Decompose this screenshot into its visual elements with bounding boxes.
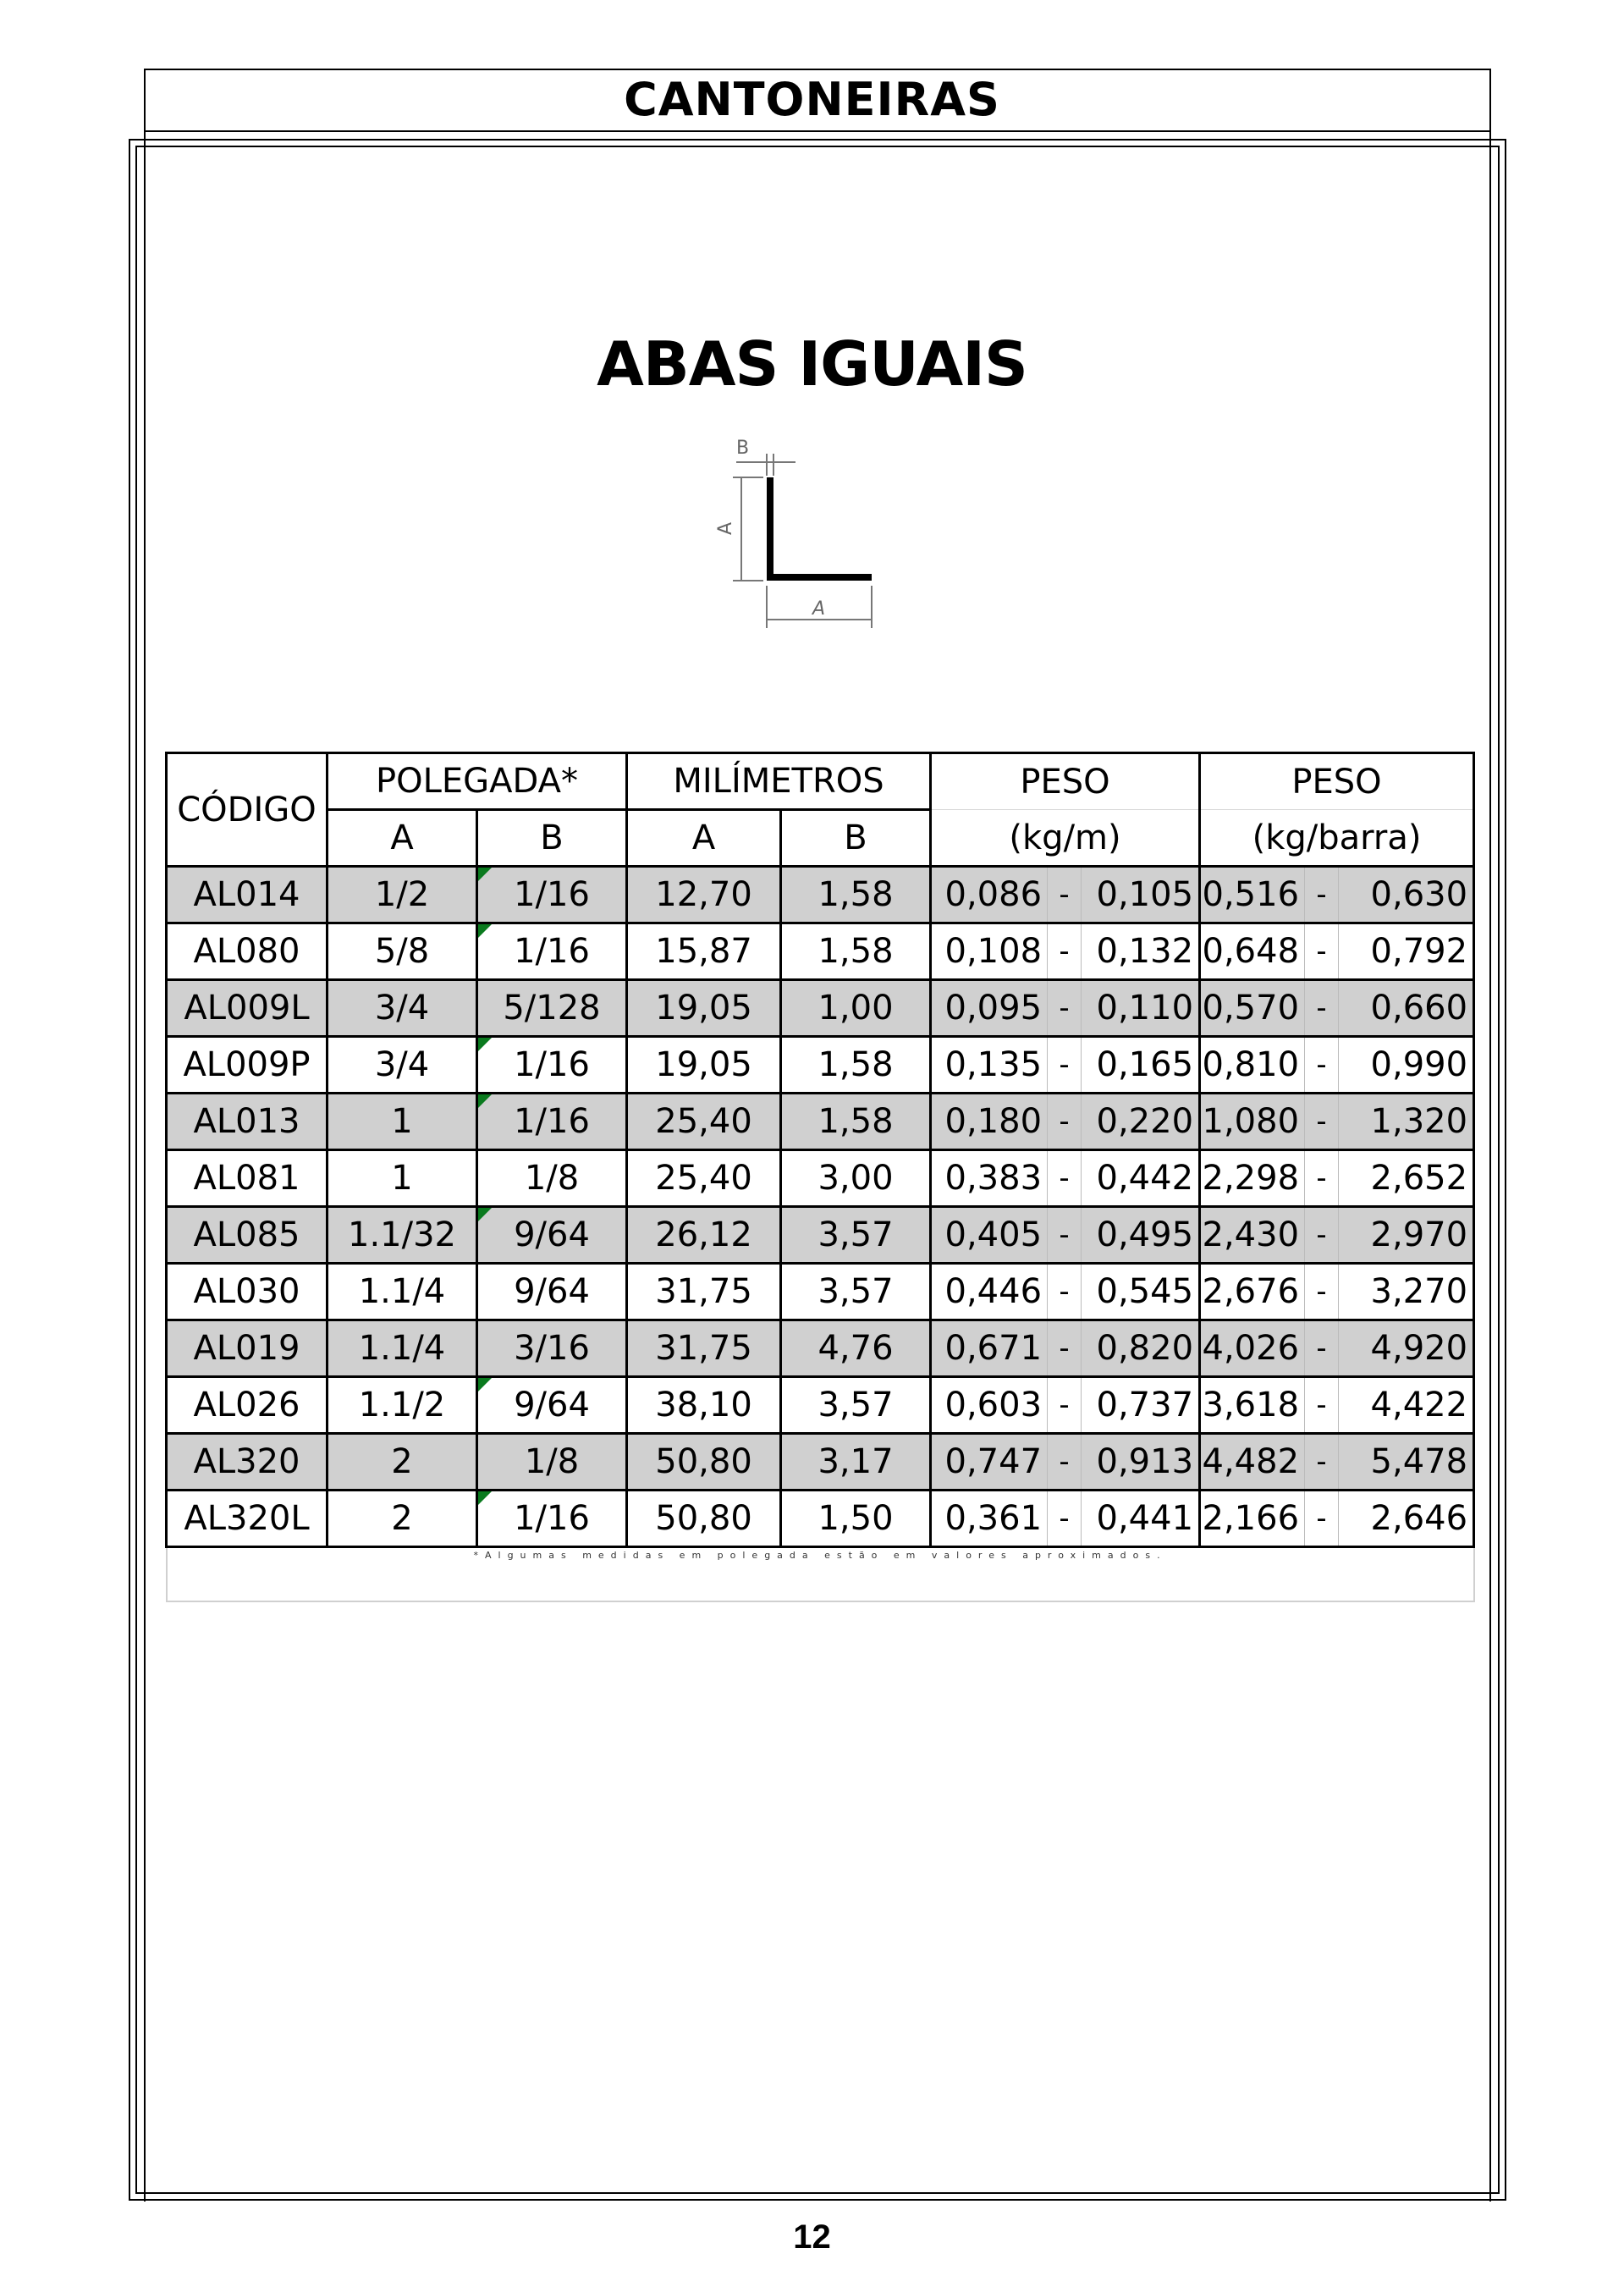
table-row bbox=[167, 1264, 1474, 1320]
cell-peso-kgbarra-max: 3,270 bbox=[1339, 1264, 1474, 1320]
cell-peso-kgm-max: 0,132 bbox=[1082, 923, 1200, 980]
cell-polegada-a: 5/8 bbox=[328, 923, 477, 980]
cell-peso-kgm-max: 0,105 bbox=[1082, 867, 1200, 923]
frame-line bbox=[1505, 139, 1506, 2201]
footnote: *Algumas medidas em polegada estão em valores aproximados. bbox=[167, 1547, 1474, 1602]
cell-peso-kgm-min: 0,095 bbox=[931, 980, 1048, 1037]
cell-peso-kgbarra-min: 2,298 bbox=[1200, 1150, 1305, 1207]
cell-milimetros-a: 25,40 bbox=[627, 1094, 781, 1150]
comment-marker-icon bbox=[478, 1208, 492, 1221]
cell-peso-kgm-max: 0,110 bbox=[1082, 980, 1200, 1037]
cell-polegada-b bbox=[477, 1491, 627, 1547]
cell-peso-kgm-max: 0,913 bbox=[1082, 1434, 1200, 1491]
cell-milimetros-a: 12,70 bbox=[627, 867, 781, 923]
cell-peso-kgbarra-separator: - bbox=[1305, 1434, 1339, 1491]
cell-peso-kgbarra-min: 2,430 bbox=[1200, 1207, 1305, 1264]
cell-polegada-b bbox=[477, 1037, 627, 1094]
cell-milimetros-a: 31,75 bbox=[627, 1264, 781, 1320]
page-number: 12 bbox=[793, 2218, 831, 2256]
table-row bbox=[167, 980, 1474, 1037]
cell-milimetros-a: 19,05 bbox=[627, 1037, 781, 1094]
cell-peso-kgm-min: 0,603 bbox=[931, 1377, 1048, 1434]
table-row bbox=[167, 867, 1474, 923]
cell-polegada-a: 3/4 bbox=[328, 1037, 477, 1094]
header-milimetros-a: A bbox=[627, 810, 781, 867]
cell-code: AL013 bbox=[167, 1094, 328, 1150]
cell-peso-kgm-min: 0,361 bbox=[931, 1491, 1048, 1547]
cell-text: 1/8 bbox=[524, 1442, 580, 1481]
comment-marker-icon bbox=[478, 1038, 492, 1051]
cell-peso-kgm-min: 0,086 bbox=[931, 867, 1048, 923]
comment-marker-icon bbox=[478, 868, 492, 881]
cell-peso-kgm-separator: - bbox=[1048, 1434, 1082, 1491]
cell-peso-kgbarra-separator: - bbox=[1305, 1491, 1339, 1547]
cell-polegada-b bbox=[477, 1150, 627, 1207]
frame-line bbox=[135, 2192, 1500, 2194]
cell-code: AL019 bbox=[167, 1320, 328, 1377]
cell-peso-kgm-min: 0,747 bbox=[931, 1434, 1048, 1491]
cell-peso-kgm-min: 0,135 bbox=[931, 1037, 1048, 1094]
table-row bbox=[167, 1037, 1474, 1094]
cell-peso-kgbarra-max: 2,970 bbox=[1339, 1207, 1474, 1264]
cell-peso-kgbarra-separator: - bbox=[1305, 1207, 1339, 1264]
cell-peso-kgbarra-min: 1,080 bbox=[1200, 1094, 1305, 1150]
cell-code: AL026 bbox=[167, 1377, 328, 1434]
cell-milimetros-a: 15,87 bbox=[627, 923, 781, 980]
cell-peso-kgm-separator: - bbox=[1048, 1094, 1082, 1150]
cell-polegada-a: 2 bbox=[328, 1434, 477, 1491]
header-polegada: POLEGADA* bbox=[328, 753, 627, 810]
cell-polegada-a: 1.1/4 bbox=[328, 1264, 477, 1320]
cell-polegada-b bbox=[477, 867, 627, 923]
cell-peso-kgbarra-max: 2,646 bbox=[1339, 1491, 1474, 1547]
cell-peso-kgm-max: 0,442 bbox=[1082, 1150, 1200, 1207]
header-codigo: CÓDIGO bbox=[167, 753, 328, 867]
header-peso-kgm: PESO bbox=[931, 753, 1200, 810]
cell-peso-kgbarra-min: 4,482 bbox=[1200, 1434, 1305, 1491]
cell-peso-kgbarra-max: 4,422 bbox=[1339, 1377, 1474, 1434]
table-row bbox=[167, 1094, 1474, 1150]
cell-polegada-b bbox=[477, 923, 627, 980]
cell-peso-kgm-max: 0,441 bbox=[1082, 1491, 1200, 1547]
cell-polegada-a: 3/4 bbox=[328, 980, 477, 1037]
profile-label-a-horizontal: A bbox=[812, 598, 826, 620]
cell-peso-kgm-max: 0,545 bbox=[1082, 1264, 1200, 1320]
cell-milimetros-b: 3,00 bbox=[781, 1150, 931, 1207]
cell-peso-kgbarra-max: 0,792 bbox=[1339, 923, 1474, 980]
cell-polegada-b bbox=[477, 1434, 627, 1491]
cell-peso-kgbarra-max: 0,630 bbox=[1339, 867, 1474, 923]
cell-peso-kgm-separator: - bbox=[1048, 1207, 1082, 1264]
cell-milimetros-b: 1,00 bbox=[781, 980, 931, 1037]
frame-line bbox=[135, 146, 1500, 147]
header-milimetros: MILÍMETROS bbox=[627, 753, 931, 810]
cell-peso-kgbarra-min: 3,618 bbox=[1200, 1377, 1305, 1434]
comment-marker-icon bbox=[478, 1094, 492, 1108]
table-row bbox=[167, 923, 1474, 980]
cell-peso-kgm-max: 0,495 bbox=[1082, 1207, 1200, 1264]
cell-peso-kgm-min: 0,108 bbox=[931, 923, 1048, 980]
table-row bbox=[167, 1434, 1474, 1491]
header-peso-kgm-unit: (kg/m) bbox=[931, 810, 1200, 867]
cell-milimetros-a: 50,80 bbox=[627, 1434, 781, 1491]
cell-polegada-b bbox=[477, 1264, 627, 1320]
cell-polegada-a: 1.1/4 bbox=[328, 1320, 477, 1377]
cell-text: 1/8 bbox=[524, 1159, 580, 1198]
section-title: ABAS IGUAIS bbox=[597, 328, 1027, 400]
cell-peso-kgm-separator: - bbox=[1048, 1150, 1082, 1207]
cell-peso-kgbarra-max: 5,478 bbox=[1339, 1434, 1474, 1491]
header-milimetros-b: B bbox=[781, 810, 931, 867]
cell-code: AL081 bbox=[167, 1150, 328, 1207]
cell-peso-kgbarra-min: 0,810 bbox=[1200, 1037, 1305, 1094]
cell-code: AL014 bbox=[167, 867, 328, 923]
table-row bbox=[167, 1377, 1474, 1434]
cell-milimetros-a: 31,75 bbox=[627, 1320, 781, 1377]
frame-line bbox=[144, 130, 1491, 132]
cell-peso-kgbarra-min: 4,026 bbox=[1200, 1320, 1305, 1377]
page-title: CANTONEIRAS bbox=[624, 73, 1000, 126]
cell-milimetros-a: 25,40 bbox=[627, 1150, 781, 1207]
comment-marker-icon bbox=[478, 924, 492, 938]
footnote-row bbox=[167, 1547, 1474, 1602]
cell-milimetros-b: 3,57 bbox=[781, 1264, 931, 1320]
cell-peso-kgbarra-min: 0,516 bbox=[1200, 867, 1305, 923]
cell-text: 1/16 bbox=[514, 932, 590, 971]
cell-peso-kgm-separator: - bbox=[1048, 923, 1082, 980]
cell-peso-kgbarra-separator: - bbox=[1305, 1320, 1339, 1377]
cell-peso-kgbarra-max: 0,990 bbox=[1339, 1037, 1474, 1094]
frame-line bbox=[129, 2199, 1506, 2201]
cell-polegada-a: 2 bbox=[328, 1491, 477, 1547]
comment-marker-icon bbox=[478, 1491, 492, 1505]
cell-milimetros-b: 1,58 bbox=[781, 1037, 931, 1094]
cell-peso-kgbarra-min: 0,570 bbox=[1200, 980, 1305, 1037]
cell-peso-kgm-separator: - bbox=[1048, 1320, 1082, 1377]
profile-label-a-vertical: A bbox=[715, 521, 736, 535]
cell-code: AL009L bbox=[167, 980, 328, 1037]
cell-milimetros-a: 50,80 bbox=[627, 1491, 781, 1547]
cell-polegada-b bbox=[477, 1320, 627, 1377]
cell-polegada-a: 1/2 bbox=[328, 867, 477, 923]
cell-code: AL009P bbox=[167, 1037, 328, 1094]
cell-code: AL320L bbox=[167, 1491, 328, 1547]
cell-peso-kgm-max: 0,737 bbox=[1082, 1377, 1200, 1434]
cell-text: 1/16 bbox=[514, 875, 590, 914]
cell-code: AL085 bbox=[167, 1207, 328, 1264]
cell-peso-kgm-min: 0,405 bbox=[931, 1207, 1048, 1264]
cell-peso-kgbarra-separator: - bbox=[1305, 980, 1339, 1037]
cell-peso-kgm-min: 0,180 bbox=[931, 1094, 1048, 1150]
cell-peso-kgbarra-max: 0,660 bbox=[1339, 980, 1474, 1037]
cell-milimetros-a: 26,12 bbox=[627, 1207, 781, 1264]
table-row bbox=[167, 1207, 1474, 1264]
cell-polegada-b bbox=[477, 1094, 627, 1150]
cell-polegada-b bbox=[477, 980, 627, 1037]
cell-peso-kgbarra-separator: - bbox=[1305, 1094, 1339, 1150]
frame-line bbox=[129, 139, 130, 2201]
cell-code: AL030 bbox=[167, 1264, 328, 1320]
cell-text: 1/16 bbox=[514, 1045, 590, 1084]
cell-text: 9/64 bbox=[514, 1386, 590, 1425]
cell-milimetros-a: 38,10 bbox=[627, 1377, 781, 1434]
specification-table bbox=[165, 752, 1475, 1602]
cell-milimetros-b: 1,58 bbox=[781, 1094, 931, 1150]
cell-polegada-a: 1 bbox=[328, 1150, 477, 1207]
cell-peso-kgbarra-min: 0,648 bbox=[1200, 923, 1305, 980]
cell-peso-kgbarra-max: 2,652 bbox=[1339, 1150, 1474, 1207]
cell-text: 5/128 bbox=[503, 989, 601, 1028]
frame-line bbox=[135, 146, 137, 2194]
angle-profile-diagram bbox=[702, 428, 880, 640]
cell-polegada-b bbox=[477, 1377, 627, 1434]
cell-peso-kgbarra-max: 1,320 bbox=[1339, 1094, 1474, 1150]
table-row bbox=[167, 1150, 1474, 1207]
cell-text: 1/16 bbox=[514, 1499, 590, 1538]
cell-peso-kgm-max: 0,165 bbox=[1082, 1037, 1200, 1094]
cell-peso-kgbarra-min: 2,166 bbox=[1200, 1491, 1305, 1547]
header-peso-kgbarra-unit: (kg/barra) bbox=[1200, 810, 1474, 867]
frame-line bbox=[1498, 146, 1500, 2194]
cell-polegada-a: 1 bbox=[328, 1094, 477, 1150]
table-body bbox=[167, 867, 1474, 1602]
cell-peso-kgm-separator: - bbox=[1048, 1491, 1082, 1547]
cell-text: 1/16 bbox=[514, 1102, 590, 1141]
cell-peso-kgbarra-separator: - bbox=[1305, 1150, 1339, 1207]
comment-marker-icon bbox=[478, 1378, 492, 1391]
cell-peso-kgbarra-separator: - bbox=[1305, 1377, 1339, 1434]
cell-milimetros-a: 19,05 bbox=[627, 980, 781, 1037]
cell-milimetros-b: 4,76 bbox=[781, 1320, 931, 1377]
cell-peso-kgm-max: 0,220 bbox=[1082, 1094, 1200, 1150]
cell-peso-kgm-separator: - bbox=[1048, 1037, 1082, 1094]
cell-milimetros-b: 3,57 bbox=[781, 1377, 931, 1434]
cell-peso-kgm-separator: - bbox=[1048, 867, 1082, 923]
frame-line bbox=[144, 69, 1491, 70]
cell-polegada-b bbox=[477, 1207, 627, 1264]
table-row bbox=[167, 1491, 1474, 1547]
header-peso-kgbarra: PESO bbox=[1200, 753, 1474, 810]
cell-peso-kgbarra-separator: - bbox=[1305, 1264, 1339, 1320]
cell-milimetros-b: 1,58 bbox=[781, 867, 931, 923]
header-polegada-b: B bbox=[477, 810, 627, 867]
cell-milimetros-b: 1,50 bbox=[781, 1491, 931, 1547]
cell-peso-kgm-min: 0,671 bbox=[931, 1320, 1048, 1377]
cell-peso-kgm-min: 0,446 bbox=[931, 1264, 1048, 1320]
cell-milimetros-b: 1,58 bbox=[781, 923, 931, 980]
cell-peso-kgm-max: 0,820 bbox=[1082, 1320, 1200, 1377]
cell-peso-kgbarra-separator: - bbox=[1305, 867, 1339, 923]
profile-vertical-leg bbox=[767, 477, 773, 581]
cell-polegada-a: 1.1/32 bbox=[328, 1207, 477, 1264]
cell-text: 3/16 bbox=[514, 1329, 590, 1368]
cell-peso-kgbarra-separator: - bbox=[1305, 1037, 1339, 1094]
cell-peso-kgbarra-separator: - bbox=[1305, 923, 1339, 980]
cell-code: AL080 bbox=[167, 923, 328, 980]
cell-peso-kgbarra-min: 2,676 bbox=[1200, 1264, 1305, 1320]
cell-polegada-a: 1.1/2 bbox=[328, 1377, 477, 1434]
frame-line bbox=[129, 139, 1506, 141]
cell-milimetros-b: 3,17 bbox=[781, 1434, 931, 1491]
profile-horizontal-leg bbox=[767, 574, 872, 581]
cell-peso-kgbarra-max: 4,920 bbox=[1339, 1320, 1474, 1377]
cell-peso-kgm-separator: - bbox=[1048, 1264, 1082, 1320]
table-row bbox=[167, 1320, 1474, 1377]
cell-peso-kgm-min: 0,383 bbox=[931, 1150, 1048, 1207]
header-polegada-a: A bbox=[328, 810, 477, 867]
cell-milimetros-b: 3,57 bbox=[781, 1207, 931, 1264]
cell-peso-kgm-separator: - bbox=[1048, 1377, 1082, 1434]
cell-text: 9/64 bbox=[514, 1272, 590, 1311]
cell-text: 9/64 bbox=[514, 1215, 590, 1254]
cell-code: AL320 bbox=[167, 1434, 328, 1491]
cell-peso-kgm-separator: - bbox=[1048, 980, 1082, 1037]
profile-label-b: B bbox=[736, 438, 750, 459]
